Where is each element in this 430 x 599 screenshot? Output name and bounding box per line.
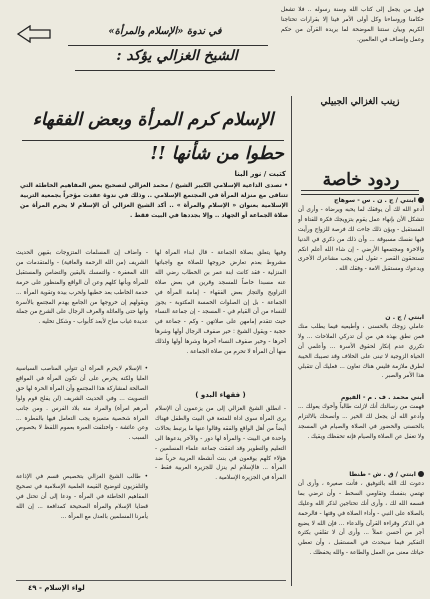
reply-4-name bbox=[298, 470, 424, 480]
reply-3-name: أبني محمد . ف . م - الفيوم bbox=[340, 394, 424, 401]
section-subhead: ( فقهاء البدو ) bbox=[195, 391, 246, 399]
column-middle-text: وفيها يتعلق بصلاة الجماعة - قال ابداء المرأة لها مشروط بعدم تعارض خروجها للصلاة مع واجباتها المنزلية - فقد كانت ابنة عمر بن الخطاب رضي الله عنه مسبدا خاصاً للمسجد وقرين في بعض صلاة التراويح والتجاز بعض الفقهاء - إمامة المرأة في الجماعة - بل إن الصلوات الخمسة المكتوبة - يجوز للنساء من أن القيام في - المسجد - إن جماعة النساء حيث تتقدم إمامهن على صلاتهن - وكم - جماعة في حجبة - ويقول الشيخ : خير صفوف الرجال أولها وشرها آخرها - وخير صفوف النساء آخرها وشرها أولها ولذلك منها أن المرأة لا تحرم من صلاة الجماعة . bbox=[155, 250, 286, 356]
column-left-text-2: • الإسلام لايحرم المرأة أن تتولي المناصب السياسية العليا ولكنه يحرص على أن تكون المرأة في المواقع الصالحة لمشاركة هذا المجتمع وأن المرأة الحرة لها حق التصويت ... وفي الحديث الشريف (لن يفلح قوم ولوا أمرهم امرأة) والمراد منه بلاد الفرس . ومن جانب المراة شخصية متميزة يجب التعامل فيها بالفطرة ... وعن عائشة - واختلفت العبرة بعموم اللفظ لا بخصوص السبب . bbox=[16, 366, 148, 442]
reply-1-name-text: ابنتي / ج . ن . س - سوهاج bbox=[334, 197, 416, 204]
footer-rule bbox=[16, 580, 286, 581]
bullet-icon bbox=[418, 471, 424, 477]
reply-4 bbox=[298, 470, 424, 582]
column-middle-text-2: - انطلق الشيخ الغزالي إلى من يزعمون أن الإسلام يرى المرأة سوى اداة للمتعة في البيت والطفل فهناك أيضاً من أهل الواقع والفقه وقالوا عنها ما يرتبط بحالات واحدة في البيت - والمرأة لها دور - والآخر يدعوها الى التعليم والتطوير وقد اتفقت جماعة علماء المسلمين - هؤلاء كلهم يوقعون في بنت أنشطة العربية حرباً ضد المرأة ... فالإسلام لم ينزل للجزيرة العربية فقط - المرأة في الجزيرة الإسلامية . bbox=[155, 406, 286, 482]
reply-4-name-text: ابنتي / ق . ش - طنطا bbox=[349, 471, 416, 478]
article-deck: حطوا من شأنها !! bbox=[150, 144, 284, 164]
reply-2-text: عاملي زوجك بالحسنى ، وأطيعيه فيما يطلب منك فمن نطق بهذه هي من أن تدركي الملاحات ... ولا تكرري عدم إنكار لحقوق الأسرة ... وأعلمي أن الحياة الزوجية لا تبنى على الخلاف وقد تصيبك الخيبة لطرق ملازمة فليس هناك تعاون ... فعليك أن تتقبلي هذا الأمر والصبر . bbox=[298, 323, 424, 380]
reply-4-text: دعوت لك الله بالتوفيق ، فأنت صغيرة ، وأرى أن تهتمي بنفسك وتقاومي السخط - وأن ترضي بما قسمه الله لك ، وأرى أنك تحتاجين لذكر الله وعليك بالصلاة على النبي - وأداء الصلاة في وقتها - فالرحمة في الذكر وقراءة القرآن والدعاء ... فإن الله لا يضيع أجر من أحسن عملاً ... وأرى أن لا تقلقي بكثرة التفكير فيما سيحدث في المستقبل ، وأن تعطي حياتك معنى من العمل والطاعة - والله يحفظك . bbox=[298, 480, 424, 557]
column-left-text: - وأضاف إن المسلمات المتزوجات بقيهن الحديث الشريف (من الله الرحمة والعافية) - والمتقدمات من الله المغفرة - والتمسك باليقين والتضامن والمستقبل للمرأة وبأنها كلهم وعن أن الواقع والمنظور على حرمة خدمة الخاطب بعد خطبها ولحرب بيده وتقوية المرأة ... ويقولهم إن خروجها من الجامع يهدم المجتمع بالأسرة وانها حتى والعائلة والعرف الرجال على الشرع من جملة عديدة غياب مباح لأبعد كأبواب - وشكل تخليه . bbox=[16, 250, 148, 326]
article-column-left bbox=[16, 249, 148, 574]
bullet-icon bbox=[418, 197, 424, 203]
arrow-left-icon bbox=[16, 25, 52, 43]
column-left-text-3: • طالب الشيخ الغزالي بتخصيص قسم في الإذاعة والتلفزيون لتوضيح القيمة العلمية الإسلامية في تصحيح المفاهيم الخاطئة في المرأة - ودعا إلى أن تحتل في قضايا الإسلام والمرأة الصحيحة كمدافعة ... إن الله يأمرنا المسلمين بالعدل مع المرأة ... bbox=[16, 474, 148, 520]
page-footer: لواء الإسلام - ٤٩ bbox=[28, 584, 85, 592]
reply-2-name: ابنتي / ج . ن bbox=[385, 314, 424, 321]
previous-article-ending bbox=[281, 6, 424, 94]
headline-rule bbox=[22, 140, 284, 141]
reply-1 bbox=[298, 196, 424, 314]
lead-text: • تصدى الداعية الإسلامي الكبير الشيخ / محمد الغزالي لتصحيح بعض المفاهيم الخاطئة التي تتنافى مع منزلة المرأة في المجتمع الإسلامي .. وذلك في ندوة عقدت مؤخراً بجمعية التربية الإسلامية بعنوان « الإسلام والمرأة » .. أكد الشيخ الغزالي أن الإسلام لا يحرم المرأة من صلاة الجماعة أو الجهاد .. وإلا بجددها في البيت فقط . bbox=[20, 182, 288, 220]
series-label: في ندوة «الإسلام والمرأة» bbox=[108, 26, 222, 37]
reply-1-name bbox=[298, 196, 424, 206]
previous-article-text: فهل من يجعل إلى كتاب الله وسنة رسوله .. فلا تشغل حكامنا وروساءنا وكل أولى الأمر فينا إلا بقرارات تحتاجنا الكريم وبيان سنتنا الموضحة لما يريده القرآن من حكم وعمل وإنصاف في العالمين. bbox=[281, 7, 424, 43]
article-column-middle bbox=[155, 249, 286, 574]
kicker-rule bbox=[75, 70, 275, 71]
author-signature: زينب الغزالي الجبيلي bbox=[320, 97, 400, 107]
reply-1-text: أدعو الله لك أن يوفقك لما يحبه ويرضاه - وأرى أن تتشكل الأن بإنهاء عمل يقوم بتزويجك فكرة للفتاة أو المستقبل - ويؤن ذلك جاءت لك فرصة للزواج ورأيت فيها نفسك مسبوقة ... وأن ذلك من ذكري في الدنيا والاخرة ومجتمعها الأرضي - إن شاء الله أعلم انكم تستحقون القصر - تقول لمن يجب مشاعرك الأخرى ويدعوك ومستقبل الامة - وفقك الله . bbox=[298, 206, 424, 273]
series-rule bbox=[68, 45, 268, 46]
article-kicker: الشيخ الغزالي يؤكد : bbox=[116, 48, 238, 64]
lead-paragraph bbox=[20, 181, 288, 245]
article-headline: الإسلام كرم المرأة وبعض الفقهاء bbox=[32, 110, 274, 130]
sidebar-title: ردود خاصة bbox=[322, 170, 400, 190]
sidebar-title-rule bbox=[301, 190, 419, 195]
reply-3 bbox=[298, 393, 424, 468]
reply-3-text: فهمت من رسالتك أنك لازلت طالباً وأخوك يعولك ... وأدعو الله أن يجعل لك الخير ... وأنصحك بالالتزام بالحسنى والحضور في الصلاة والصيام في المسجد ولا تغفل عن الصلاة والصيام فإنه تحفظك ويقيك . bbox=[298, 403, 424, 440]
byline: كتبت / نور البنا bbox=[234, 170, 286, 178]
column-divider bbox=[291, 96, 292, 586]
reply-2 bbox=[298, 313, 424, 391]
